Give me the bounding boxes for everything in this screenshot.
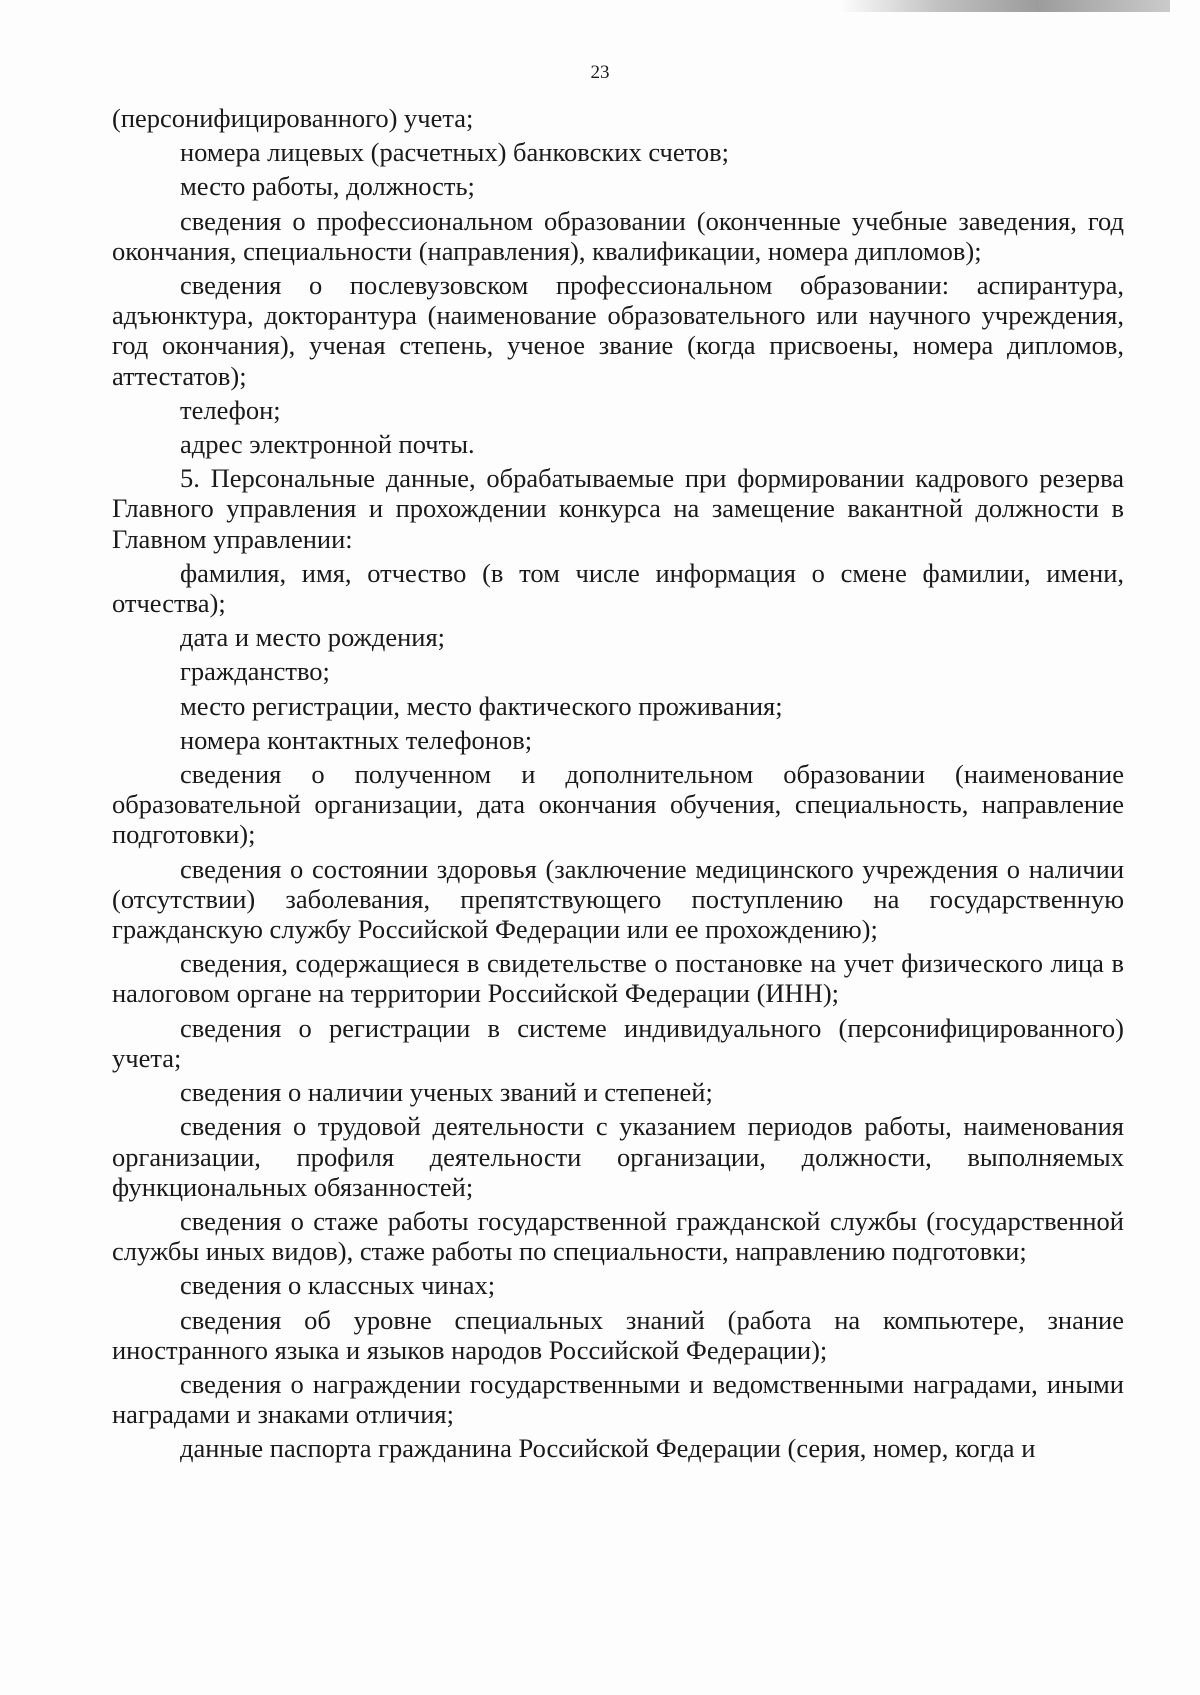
paragraph: сведения о послевузовском профессиональном образовании: аспирантура, адъюнктура, докторантура (наименование образовательного или научного учреждения, год окончания), ученая степень, ученое звание (когда присвоены, номера дипломов, аттестатов); [112,270,1124,391]
paragraph: сведения о полученном и дополнительном образовании (наименование образовательной организации, дата окончания обучения, специальность, направление подготовки); [112,759,1124,850]
paragraph: телефон; [180,394,281,425]
paragraph: дата и место рождения; [180,622,446,653]
paragraph: сведения о классных чинах; [180,1270,496,1301]
document-body [112,103,1124,1468]
paragraph: сведения о регистрации в системе индивидуального (персонифицированного) учета; [112,1012,1124,1073]
paragraph: сведения о состоянии здоровья (заключение медицинского учреждения о наличии (отсутствии) заболевания, препятствующего поступлению на государственную гражданскую службу Российской Федерации или ее прохождению); [112,853,1124,945]
paragraph: номера лицевых (расчетных) банковских счетов; [180,137,729,168]
paragraph: 5. Персональные данные, обрабатываемые при формировании кадрового резерва Главного управления и прохождении конкурса на замещение вакантной должности в Главном управлении: [112,463,1124,554]
paragraph: сведения о награждении государственными и ведомственными наградами, иными наградами и знаками отличия; [112,1368,1124,1430]
paragraph: место регистрации, место фактического проживания; [180,690,783,721]
paragraph: данные паспорта гражданина Российской Федерации (серия, номер, когда и [180,1433,1036,1464]
paragraph: сведения о стаже работы государственной гражданской службы (государственной службы иных видов), стаже работы по специальности, направлению подготовки; [112,1205,1124,1267]
paragraph: сведения, содержащиеся в свидетельстве о постановке на учет физического лица в налоговом органе на территории Российской Федерации (ИНН); [112,948,1124,1009]
paragraph: сведения о наличии ученых званий и степеней; [180,1077,713,1108]
paragraph: сведения о профессиональном образовании (оконченные учебные заведения, год окончания, специальности (направления), квалификации, номера дипломов); [112,205,1124,266]
paragraph: (персонифицированного) учета; [112,103,474,133]
scan-artifact [840,0,1170,12]
paragraph: место работы, должность; [180,171,475,202]
paragraph: гражданство; [180,656,330,687]
paragraph: адрес электронной почты. [180,429,475,460]
paragraph: номера контактных телефонов; [180,724,533,755]
paragraph: сведения об уровне специальных знаний (работа на компьютере, знание иностранного языка и языков народов Российской Федерации); [112,1304,1124,1365]
paragraph: сведения о трудовой деятельности с указанием периодов работы, наименования организации, профиля деятельности организации, должности, выполняемых функциональных обязанностей; [112,1111,1124,1202]
page-number: 23 [590,62,610,83]
paragraph: фамилия, имя, отчество (в том числе информация о смене фамилии, имени, отчества); [112,557,1124,619]
